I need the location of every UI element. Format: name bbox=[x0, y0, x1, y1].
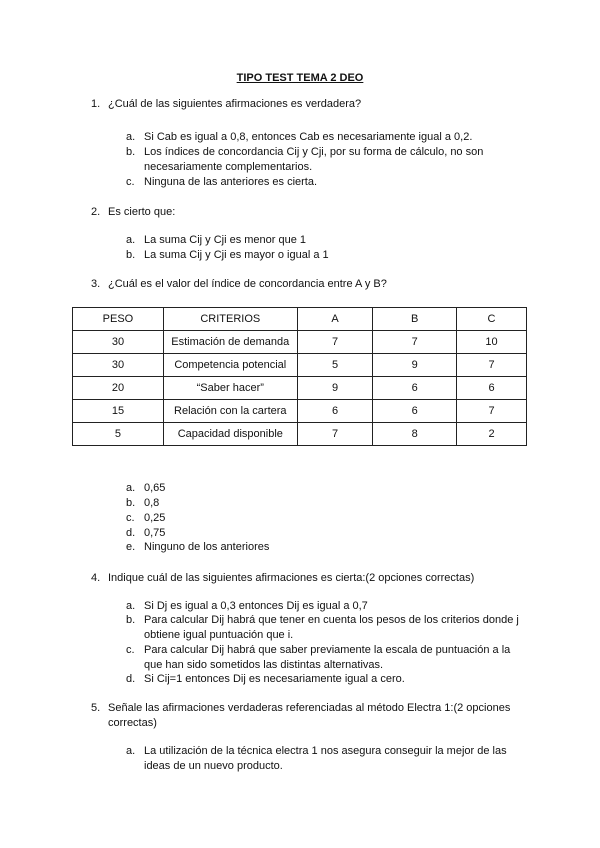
table-cell: 5 bbox=[73, 423, 164, 446]
option-letter: a. bbox=[126, 234, 136, 246]
table-row bbox=[73, 423, 527, 446]
option-letter: d. bbox=[126, 673, 136, 685]
table-cell: 6 bbox=[457, 377, 527, 400]
table-cell: B bbox=[373, 308, 457, 331]
table-cell: 7 bbox=[373, 331, 457, 354]
table-cell: 7 bbox=[457, 354, 527, 377]
table-cell: 7 bbox=[297, 423, 373, 446]
option-text: Para calcular Dij habrá que saber previamente la escala de puntuación a la bbox=[144, 644, 511, 656]
question-text: ¿Cuál de las siguientes afirmaciones es verdadera? bbox=[108, 98, 362, 110]
table-cell: 5 bbox=[297, 354, 373, 377]
option-text: La utilización de la técnica electra 1 nos asegura conseguir la mejor de las bbox=[144, 745, 507, 757]
question-number: 4. bbox=[91, 572, 101, 584]
option-text: La suma Cij y Cji es menor que 1 bbox=[144, 234, 307, 246]
option-letter: b. bbox=[126, 146, 136, 158]
table-cell: 30 bbox=[73, 354, 164, 377]
table-cell: 30 bbox=[73, 331, 164, 354]
criteria-table bbox=[72, 307, 527, 446]
table-header-row bbox=[73, 308, 527, 331]
question-number: 2. bbox=[91, 206, 101, 218]
table-cell: 6 bbox=[297, 400, 373, 423]
option-letter: e. bbox=[126, 541, 136, 553]
question-text: Es cierto que: bbox=[108, 206, 176, 218]
table-row bbox=[73, 377, 527, 400]
table-cell: 15 bbox=[73, 400, 164, 423]
option-text: necesariamente complementarios. bbox=[144, 161, 313, 173]
question-number: 5. bbox=[91, 702, 101, 714]
option-text: Los índices de concordancia Cij y Cji, por su forma de cálculo, no son bbox=[144, 146, 484, 158]
table-cell: C bbox=[457, 308, 527, 331]
option-text: 0,8 bbox=[144, 497, 160, 509]
option-text: que han sido sometidos las distintas alternativas. bbox=[144, 659, 384, 671]
option-letter: c. bbox=[126, 644, 135, 656]
table-cell: 2 bbox=[457, 423, 527, 446]
option-text: Si Dj es igual a 0,3 entonces Dij es igual a 0,7 bbox=[144, 600, 368, 612]
table-cell: “Saber hacer” bbox=[163, 377, 297, 400]
table-row bbox=[73, 400, 527, 423]
option-text: 0,65 bbox=[144, 482, 166, 494]
table-cell: CRITERIOS bbox=[163, 308, 297, 331]
table-cell: Estimación de demanda bbox=[163, 331, 297, 354]
question-text: ¿Cuál es el valor del índice de concordancia entre A y B? bbox=[108, 278, 387, 290]
question-number: 3. bbox=[91, 278, 101, 290]
table-cell: 9 bbox=[297, 377, 373, 400]
option-letter: b. bbox=[126, 249, 136, 261]
option-letter: c. bbox=[126, 176, 135, 188]
option-text: obtiene igual puntuación que i. bbox=[144, 629, 294, 641]
table-cell: PESO bbox=[73, 308, 164, 331]
option-text: Ninguna de las anteriores es cierta. bbox=[144, 176, 318, 188]
table-cell: Competencia potencial bbox=[163, 354, 297, 377]
option-text: ideas de un nuevo producto. bbox=[144, 760, 283, 772]
option-letter: a. bbox=[126, 745, 136, 757]
question-text: Indique cuál de las siguientes afirmaciones es cierta:(2 opciones correctas) bbox=[108, 572, 475, 584]
table-row bbox=[73, 354, 527, 377]
table-cell: Relación con la cartera bbox=[163, 400, 297, 423]
option-text: Si Cab es igual a 0,8, entonces Cab es necesariamente igual a 0,2. bbox=[144, 131, 473, 143]
table-cell: 6 bbox=[373, 377, 457, 400]
option-letter: d. bbox=[126, 527, 136, 539]
option-letter: a. bbox=[126, 482, 136, 494]
table-cell: 20 bbox=[73, 377, 164, 400]
table-cell: Capacidad disponible bbox=[163, 423, 297, 446]
table-cell: 7 bbox=[297, 331, 373, 354]
option-text: 0,25 bbox=[144, 512, 166, 524]
question-text: Señale las afirmaciones verdaderas referenciadas al método Electra 1:(2 opciones bbox=[108, 702, 511, 714]
option-letter: b. bbox=[126, 614, 136, 626]
table-cell: 8 bbox=[373, 423, 457, 446]
option-text: Si Cij=1 entonces Dij es necesariamente igual a cero. bbox=[144, 673, 405, 685]
option-letter: a. bbox=[126, 600, 136, 612]
table-row bbox=[73, 331, 527, 354]
table-cell: 6 bbox=[373, 400, 457, 423]
option-letter: b. bbox=[126, 497, 136, 509]
option-text: Ninguno de los anteriores bbox=[144, 541, 270, 553]
option-text: Para calcular Dij habrá que tener en cuenta los pesos de los criterios donde j bbox=[144, 614, 519, 626]
table-cell: 9 bbox=[373, 354, 457, 377]
option-text: 0,75 bbox=[144, 527, 166, 539]
option-text: La suma Cij y Cji es mayor o igual a 1 bbox=[144, 249, 329, 261]
table-cell: 7 bbox=[457, 400, 527, 423]
option-letter: c. bbox=[126, 512, 135, 524]
document-title: TIPO TEST TEMA 2 DEO bbox=[236, 72, 364, 84]
table-cell: 10 bbox=[457, 331, 527, 354]
question-text: correctas) bbox=[108, 717, 157, 729]
option-letter: a. bbox=[126, 131, 136, 143]
table-cell: A bbox=[297, 308, 373, 331]
question-number: 1. bbox=[91, 98, 101, 110]
